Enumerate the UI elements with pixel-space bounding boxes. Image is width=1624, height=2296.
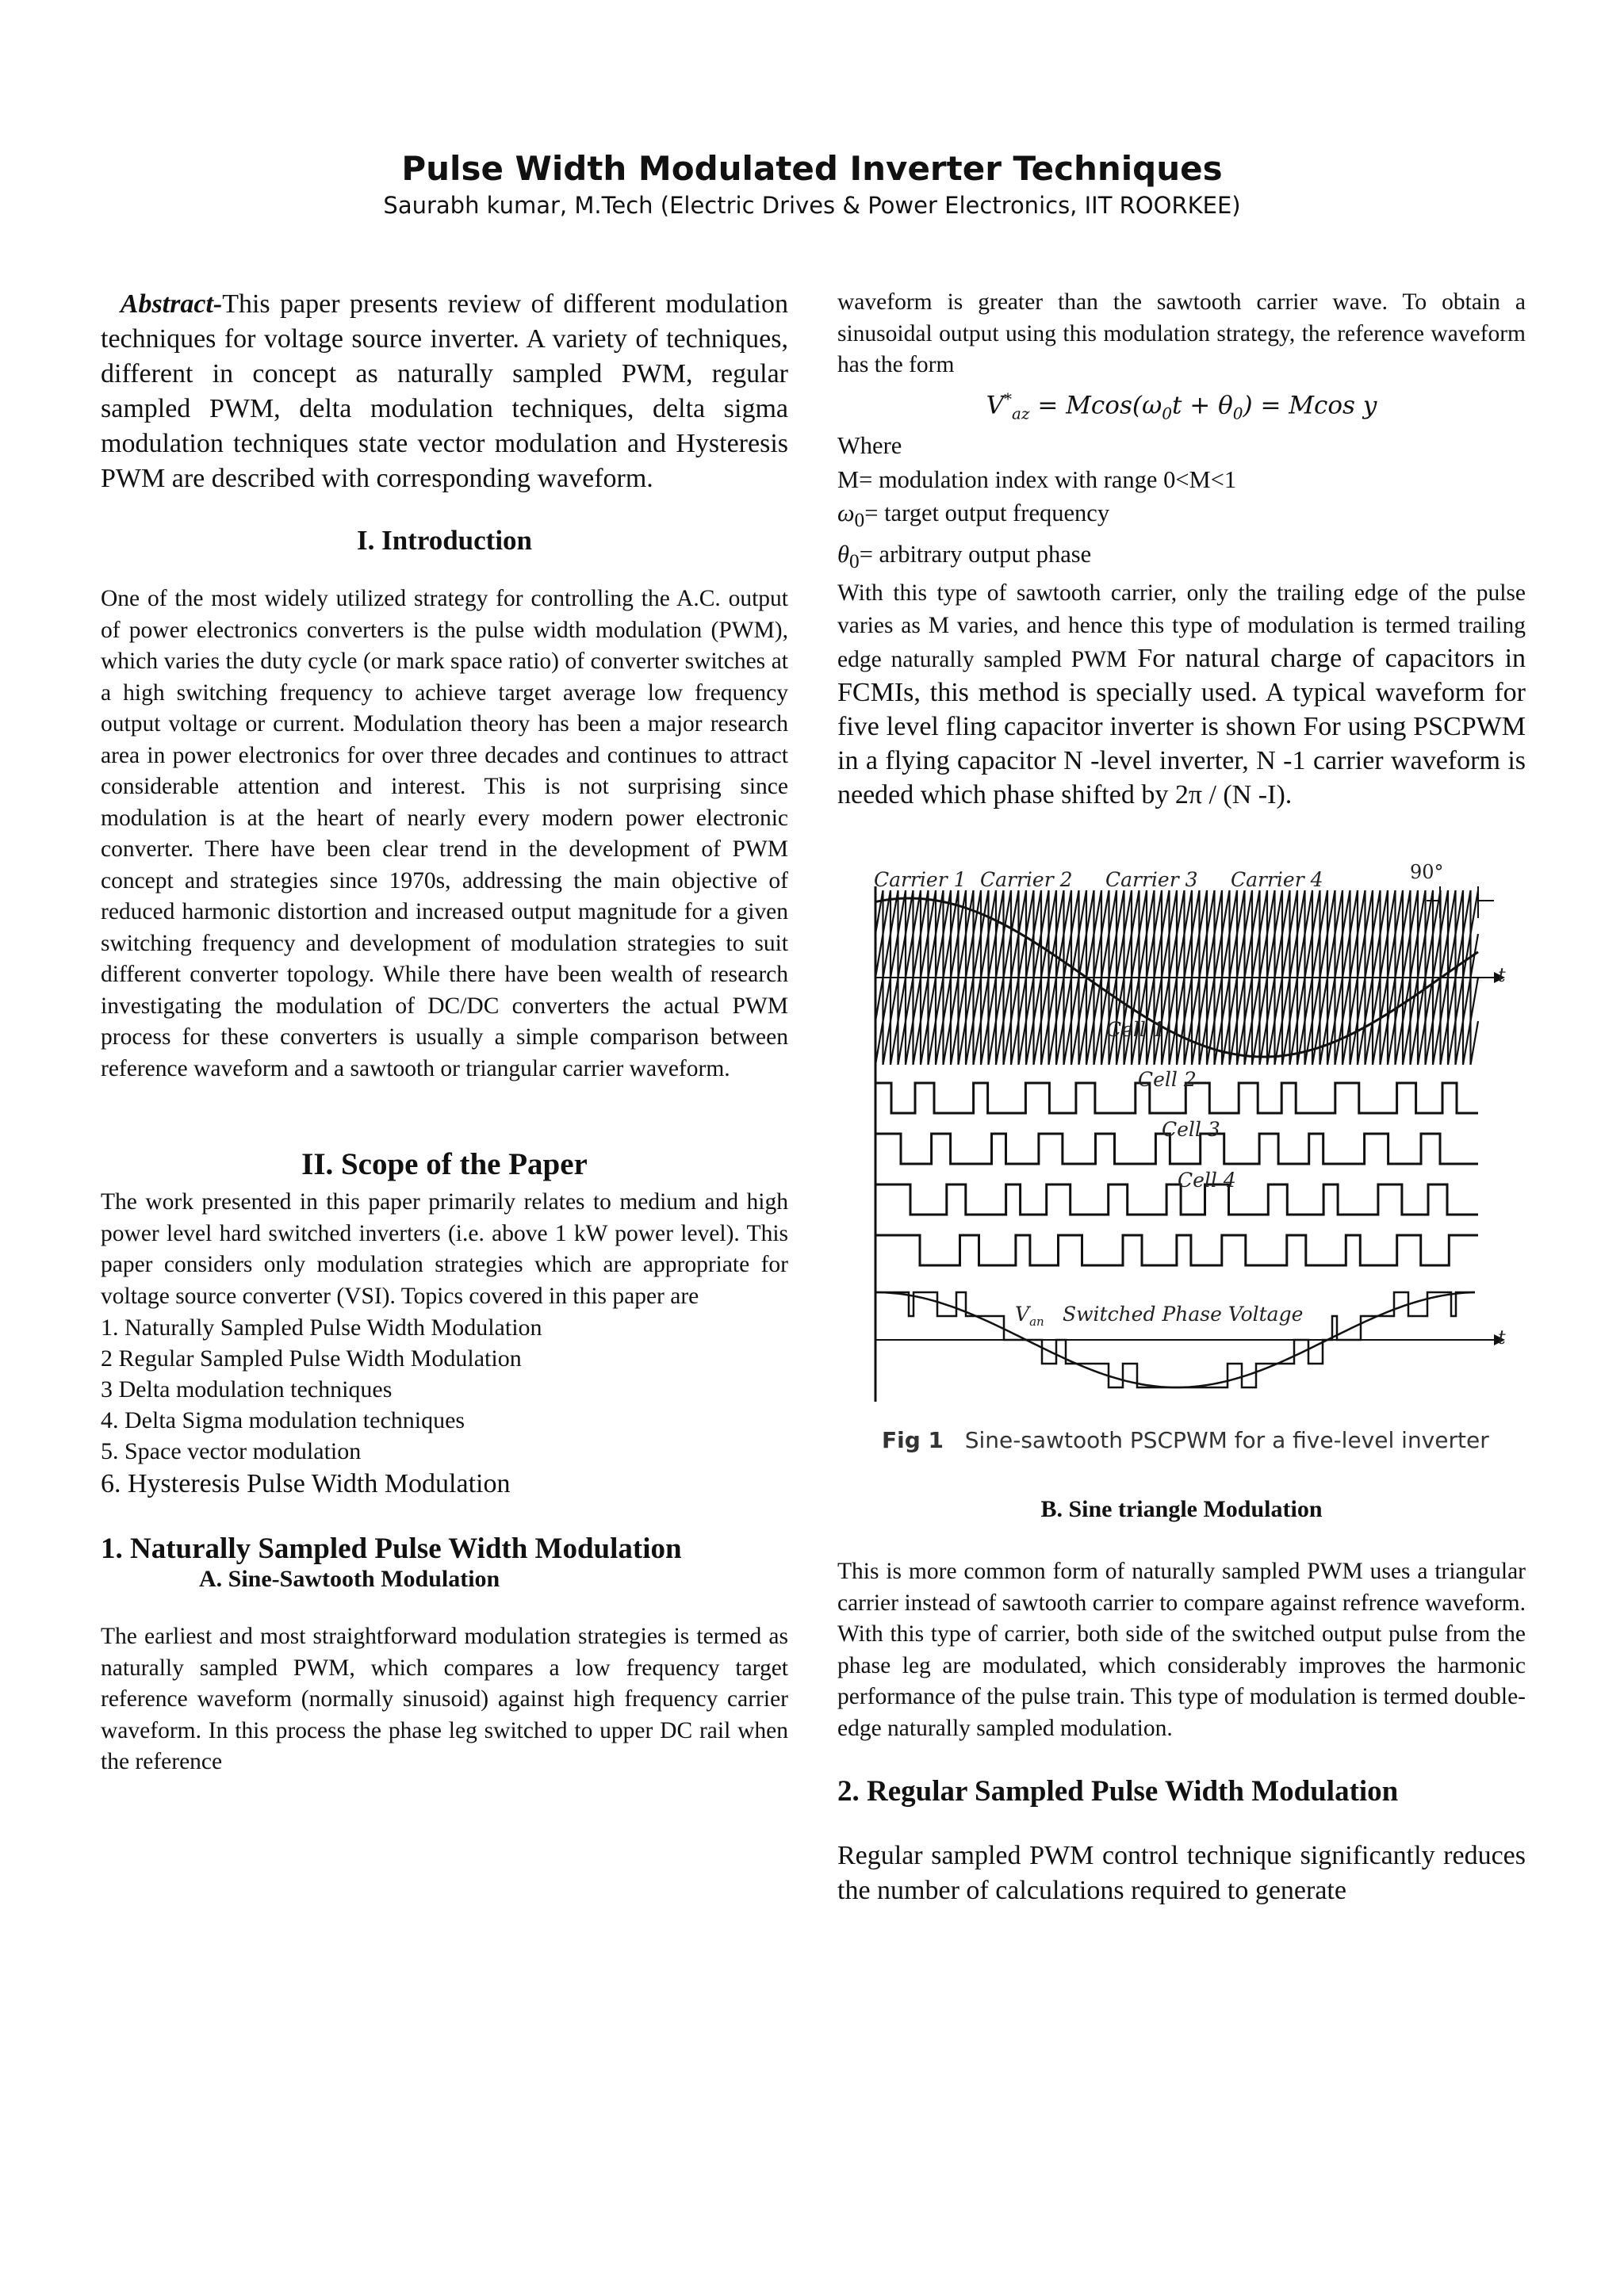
carrier-label: Carrier 4 [1231,868,1323,891]
cell-label: Cell 2 [1138,1068,1197,1091]
section1-text: The earliest and most straightforward modulation strategies is termed as naturally sampled PWM, which compares a low frequency target reference waveform (normally sinusoid) against high frequency carrier waveform. In this process the phase leg switched to upper DC rail when the reference [101,1624,788,1774]
theta-subscript: 0 [848,549,860,572]
where-label: Where [837,432,902,460]
omega-subscript: 0 [854,509,865,532]
eq-sup: * [1004,388,1013,408]
abstract-text: This paper presents review of different modulation techniques for voltage source inverter. A variety of techniques, different in concept as naturally sampled PWM, regular sampled PWM, delta modulation techniques, delta sigma modulation techniques state vector modulation and Hysteresis PWM are described with corresponding waveform. [101,289,788,493]
eq-sub: az [1012,404,1030,423]
subsection-b-text: This is more common form of naturally sampled PWM uses a triangular carrier instead of sawtooth carrier to compare against refrence waveform. With this type of carrier, both side of the switched output pulse from the phase leg are modulated, which considerably improves the harmonic performance of the pulse train. This type of modulation is termed double-edge naturally sampled modulation. [837,1559,1526,1741]
list-item: 4. Delta Sigma modulation techniques [101,1407,465,1433]
pscpwm-figure [844,855,1507,1457]
caption-number: Fig 1 [882,1427,944,1453]
scope-text: The work presented in this paper primarily relates to medium and high power level hard switched inverters (i.e. above 1 kW power level). This paper considers only modulation strategies which are appropriate for voltage source converter (VSI). Topics covered in this paper are [101,1189,788,1309]
abstract [101,287,788,496]
van-letter: V [1015,1303,1030,1326]
figure-caption [882,1427,1489,1453]
carrier-label: Carrier 1 [874,868,967,891]
van-label: Switched Phase Voltage [1063,1303,1304,1326]
van-subscript: an [1029,1314,1044,1329]
cell-pulse-train [875,1184,1478,1215]
eq-part: = Mcos(ω [1029,390,1162,419]
right-column-lower [837,1496,1526,1908]
theta-definition: = arbitrary output phase [859,540,1092,568]
list-item: 3 Delta modulation techniques [101,1376,393,1402]
list-item: 2 Regular Sampled Pulse Width Modulation [101,1345,522,1372]
list-item: 5. Space vector modulation [101,1438,362,1464]
abstract-label: Abstract- [120,289,223,319]
section2-heading: 2. Regular Sampled Pulse Width Modulation [837,1775,1399,1808]
reference-equation [837,381,1526,431]
omega-symbol: ω [837,499,855,527]
introduction-heading: I. Introduction [356,525,533,556]
flying-capacitor-text: For natural charge of capacitors in FCMIs, this method is specially used. A typical waveform for five level fling capacitor inverter is shown For using PSCPWM in a flying capacitor N -level inverter, N -1 carrier waveform is needed which phase shifted by 2π / (N -I). [837,644,1526,810]
topics-list [101,1312,788,1502]
eq-v: V [986,390,1005,419]
trailing-edge-text: With this type of sawtooth carrier, only the trailing edge of the pulse varies as M varies, and hence this type of modulation is termed trailing edge naturally sampled PWM [837,580,1526,673]
theta-symbol: θ [837,540,849,568]
section1-text-2 [837,577,1526,813]
section1-heading: 1. Naturally Sampled Pulse Width Modulation [101,1533,682,1565]
paper-title: Pulse Width Modulated Inverter Techniques [401,149,1223,188]
definition-omega [837,498,1526,537]
list-item: 1. Naturally Sampled Pulse Width Modulation [101,1314,542,1341]
definition-m: M= modulation index with range 0<M<1 [837,465,1237,493]
time-axis-label: t [1498,964,1506,986]
cell-label: Cell 4 [1178,1169,1236,1192]
caption-text: Sine-sawtooth PSCPWM for a five-level inverter [964,1427,1489,1453]
phase-angle-label: 90° [1410,861,1444,883]
introduction-text: One of the most widely utilized strategy for controlling the A.C. output of power electronics converters is the pulse width modulation (PWM), which varies the duty cycle (or mark space ratio) of converter switches at a high switching frequency to achieve target average low frequency output voltage or current. Modulation theory has been a major research area in power electronics for over three decades and continues to attract considerable attention and interest. This is not surprising since modulation is at the heart of nearly every modern power electronic converter. There have been clear trend in the development of PWM concept and strategies since 1970s, addressing the main objective of reduced harmonic distortion and increased output magnitude for a given switching frequency and development of modulation strategies to suit different converter topology. While there have been wealth of research investigating the modulation of DC/DC converters the actual PWM process for these converters is usually a simple comparison between reference waveform and a sawtooth or triangular carrier waveform. [101,586,788,1081]
time-axis-label: t [1498,1326,1506,1349]
list-item: 6. Hysteresis Pulse Width Modulation [101,1469,511,1498]
scope-heading: II. Scope of the Paper [301,1147,588,1181]
carrier-label: Carrier 2 [980,868,1073,891]
left-column [101,287,788,1778]
eq-part: ) = Mcos y [1243,390,1377,419]
cell-waveforms [875,1083,1478,1265]
eq-sub: 0 [1162,404,1172,423]
cell-label: Cell 1 [1106,1018,1165,1041]
eq-part: t + θ [1171,390,1233,419]
section1-subheading: A. Sine-Sawtooth Modulation [199,1566,500,1592]
cell-pulse-train [875,1235,1478,1265]
paper-author: Saurabh kumar, M.Tech (Electric Drives & Power Electronics, IIT ROORKEE) [383,192,1241,219]
definition-theta [837,539,1526,578]
cell-label: Cell 3 [1162,1118,1220,1141]
right-column [837,287,1526,813]
carrier-label: Carrier 3 [1105,868,1198,891]
omega-definition: = target output frequency [864,499,1110,527]
section2-text: Regular sampled PWM control technique significantly reduces the number of calculations required to generate [837,1841,1526,1905]
eq-sub: 0 [1232,404,1243,423]
van-symbol [1015,1303,1044,1329]
subsection-b-heading: B. Sine triangle Modulation [1040,1496,1323,1522]
section1-text-continued: waveform is greater than the sawtooth carrier wave. To obtain a sinusoidal output using this modulation strategy, the reference waveform has the form [837,289,1526,377]
